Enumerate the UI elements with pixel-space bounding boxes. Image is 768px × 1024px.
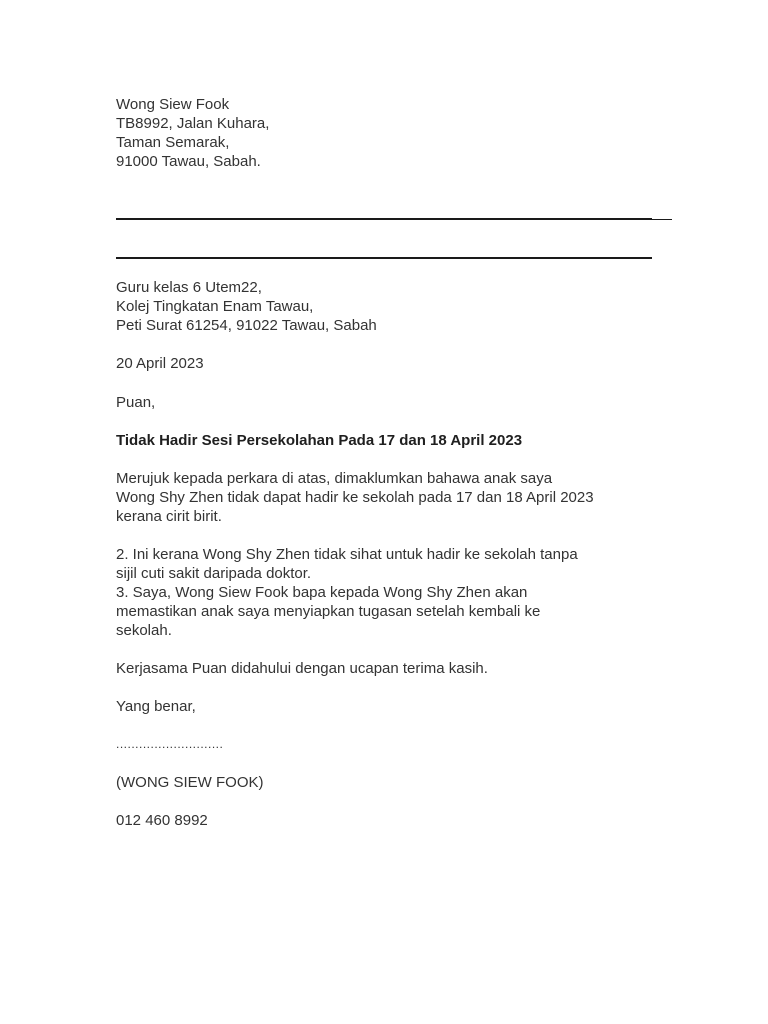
body-p3-line3: sekolah. <box>116 622 172 639</box>
body-p2-line1: 2. Ini kerana Wong Shy Zhen tidak sihat untuk hadir ke sekolah tanpa <box>116 546 578 563</box>
closing-thanks: Kerjasama Puan didahului dengan ucapan terima kasih. <box>116 660 488 677</box>
closing-signoff: Yang benar, <box>116 698 196 715</box>
body-p3-line1: 3. Saya, Wong Siew Fook bapa kepada Wong Shy Zhen akan <box>116 584 528 601</box>
letter-date: 20 April 2023 <box>116 355 204 372</box>
divider-rule-top <box>116 218 652 220</box>
sender-name: Wong Siew Fook <box>116 96 230 113</box>
signer-name: (WONG SIEW FOOK) <box>116 774 264 791</box>
sender-address-line2: Taman Semarak, <box>116 134 230 151</box>
subject-heading: Tidak Hadir Sesi Persekolahan Pada 17 dan 18 April 2023 <box>116 432 523 449</box>
recipient-line1: Guru kelas 6 Utem22, <box>116 279 262 296</box>
body-p1-line2: Wong Shy Zhen tidak dapat hadir ke sekolah pada 17 dan 18 April 2023 <box>116 489 594 506</box>
divider-rule-top-tail <box>652 219 672 220</box>
sender-address-line1: TB8992, Jalan Kuhara, <box>116 115 270 132</box>
recipient-line3: Peti Surat 61254, 91022 Tawau, Sabah <box>116 317 377 334</box>
signature-line: ............................ <box>116 737 224 751</box>
divider-rule-bottom <box>116 257 652 259</box>
body-p2-line2: sijil cuti sakit daripada doktor. <box>116 565 312 582</box>
signer-phone: 012 460 8992 <box>116 812 208 829</box>
body-p1-line1: Merujuk kepada perkara di atas, dimaklumkan bahawa anak saya <box>116 470 553 487</box>
salutation: Puan, <box>116 394 156 411</box>
body-p3-line2: memastikan anak saya menyiapkan tugasan setelah kembali ke <box>116 603 541 620</box>
sender-address-line3: 91000 Tawau, Sabah. <box>116 153 261 170</box>
body-p1-line3: kerana cirit birit. <box>116 508 222 525</box>
recipient-line2: Kolej Tingkatan Enam Tawau, <box>116 298 314 315</box>
